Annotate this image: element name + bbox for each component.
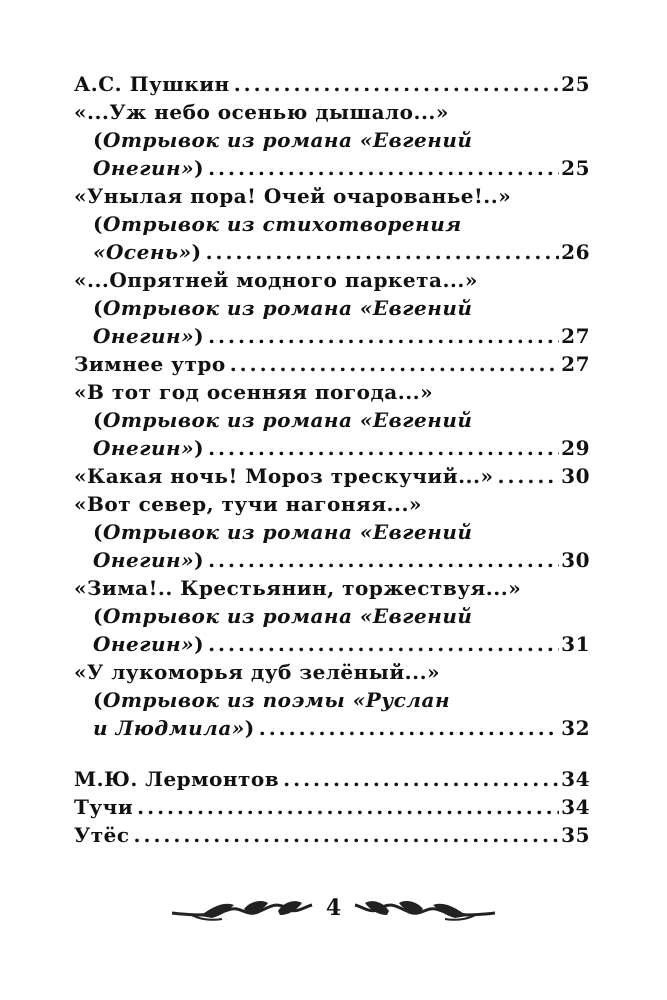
toc-entry-text: «Зима!.. Крестьянин, торжествуя...» bbox=[74, 576, 522, 600]
toc-row bbox=[74, 350, 590, 378]
dot-leader bbox=[259, 714, 559, 742]
toc-page-number: 25 bbox=[561, 72, 590, 96]
paren: ( bbox=[93, 408, 103, 432]
toc-entry-text: «У лукоморья дуб зелёный...» bbox=[74, 660, 441, 684]
dot-leader bbox=[208, 434, 559, 462]
toc-entry-source: Онегин» bbox=[93, 156, 195, 180]
toc-row bbox=[74, 462, 590, 490]
dot-leader bbox=[137, 793, 559, 821]
toc-entry-text: М.Ю. Лермонтов bbox=[74, 767, 280, 791]
toc-row bbox=[74, 238, 590, 266]
toc-entry-source: Отрывок из поэмы «Руслан bbox=[102, 688, 451, 712]
toc-row bbox=[74, 406, 590, 434]
toc-row bbox=[74, 574, 590, 602]
toc-page-number: 31 bbox=[561, 632, 590, 656]
toc-entry-text: «...Опрятней модного паркета...» bbox=[74, 268, 478, 292]
toc-entry-source: Онегин» bbox=[93, 436, 195, 460]
paren: ) bbox=[244, 716, 255, 740]
toc-row bbox=[74, 322, 590, 350]
toc-row bbox=[74, 658, 590, 686]
toc-entry-text: Зимнее утро bbox=[74, 352, 226, 376]
toc-row bbox=[74, 518, 590, 546]
toc-row bbox=[74, 602, 590, 630]
toc-row bbox=[74, 154, 590, 182]
toc-row bbox=[74, 793, 590, 821]
toc-row bbox=[74, 434, 590, 462]
toc-entry-text: «Унылая пора! Очей очарованье!..» bbox=[74, 184, 512, 208]
table-of-contents bbox=[74, 70, 590, 849]
paren: ( bbox=[93, 296, 103, 320]
toc-entry-text: «Какая ночь! Мороз трескучий...» bbox=[74, 464, 494, 488]
paren: ( bbox=[93, 520, 103, 544]
toc-row bbox=[74, 714, 590, 742]
toc-row bbox=[74, 126, 590, 154]
toc-row bbox=[74, 546, 590, 574]
paren: ( bbox=[93, 604, 103, 628]
toc-entry-source: Отрывок из романа «Евгений bbox=[102, 604, 473, 628]
toc-page-number: 27 bbox=[561, 352, 590, 376]
toc-page-number: 34 bbox=[561, 795, 590, 819]
dot-leader bbox=[208, 546, 559, 574]
toc-entry-text: «Вот север, тучи нагоняя...» bbox=[74, 492, 422, 516]
toc-entry-source: «Осень» bbox=[93, 240, 192, 264]
right-ornament-icon bbox=[352, 893, 497, 927]
toc-entry-text: Тучи bbox=[74, 795, 134, 819]
toc-page-number: 26 bbox=[561, 240, 590, 264]
toc-row bbox=[74, 378, 590, 406]
dot-leader bbox=[208, 322, 559, 350]
toc-entry-text: «В тот год осенняя погода...» bbox=[74, 380, 434, 404]
toc-entry-source: Онегин» bbox=[93, 548, 195, 572]
paren: ) bbox=[194, 324, 205, 348]
dot-leader bbox=[283, 765, 559, 793]
toc-page-number: 30 bbox=[561, 548, 590, 572]
dot-leader bbox=[134, 821, 560, 849]
dot-leader bbox=[497, 462, 559, 490]
dot-leader bbox=[208, 154, 559, 182]
toc-page-number: 35 bbox=[561, 823, 590, 847]
toc-entry-text: «...Уж небо осенью дышало...» bbox=[74, 100, 449, 124]
dot-leader bbox=[234, 70, 559, 98]
toc-page-number: 32 bbox=[561, 716, 590, 740]
toc-page-number: 27 bbox=[561, 324, 590, 348]
dot-leader bbox=[230, 350, 559, 378]
toc-entry-source: Отрывок из стихотворения bbox=[102, 212, 462, 236]
toc-row bbox=[74, 98, 590, 126]
dot-leader bbox=[206, 238, 560, 266]
toc-entry-text: Утёс bbox=[74, 823, 130, 847]
toc-entry-source: и Людмила» bbox=[93, 716, 245, 740]
toc-entry-source: Онегин» bbox=[93, 324, 195, 348]
paren: ) bbox=[194, 632, 205, 656]
toc-entry-source: Отрывок из романа «Евгений bbox=[102, 408, 473, 432]
toc-row bbox=[74, 266, 590, 294]
toc-row bbox=[74, 490, 590, 518]
toc-row bbox=[74, 630, 590, 658]
toc-row bbox=[74, 765, 590, 793]
paren: ( bbox=[93, 688, 103, 712]
toc-row bbox=[74, 210, 590, 238]
paren: ) bbox=[191, 240, 202, 264]
dot-leader bbox=[208, 630, 559, 658]
paren: ) bbox=[194, 436, 205, 460]
toc-row bbox=[74, 686, 590, 714]
paren: ) bbox=[194, 156, 205, 180]
paren: ( bbox=[93, 128, 103, 152]
paren: ( bbox=[93, 212, 103, 236]
toc-row bbox=[74, 294, 590, 322]
paren: ) bbox=[194, 548, 205, 572]
toc-entry-source: Отрывок из романа «Евгений bbox=[102, 520, 473, 544]
toc-entry-source: Отрывок из романа «Евгений bbox=[102, 296, 473, 320]
toc-page-number: 29 bbox=[561, 436, 590, 460]
toc-entry-text: А.С. Пушкин bbox=[74, 72, 230, 96]
toc-row bbox=[74, 821, 590, 849]
toc-entry-source: Отрывок из романа «Евгений bbox=[102, 128, 473, 152]
toc-row bbox=[74, 182, 590, 210]
toc-page-number: 30 bbox=[561, 464, 590, 488]
toc-entry-source: Онегин» bbox=[93, 632, 195, 656]
toc-page-number: 34 bbox=[561, 767, 590, 791]
toc-row bbox=[74, 70, 590, 98]
toc-page-number: 25 bbox=[561, 156, 590, 180]
page-number: 4 bbox=[325, 895, 342, 921]
page-footer bbox=[0, 893, 667, 933]
